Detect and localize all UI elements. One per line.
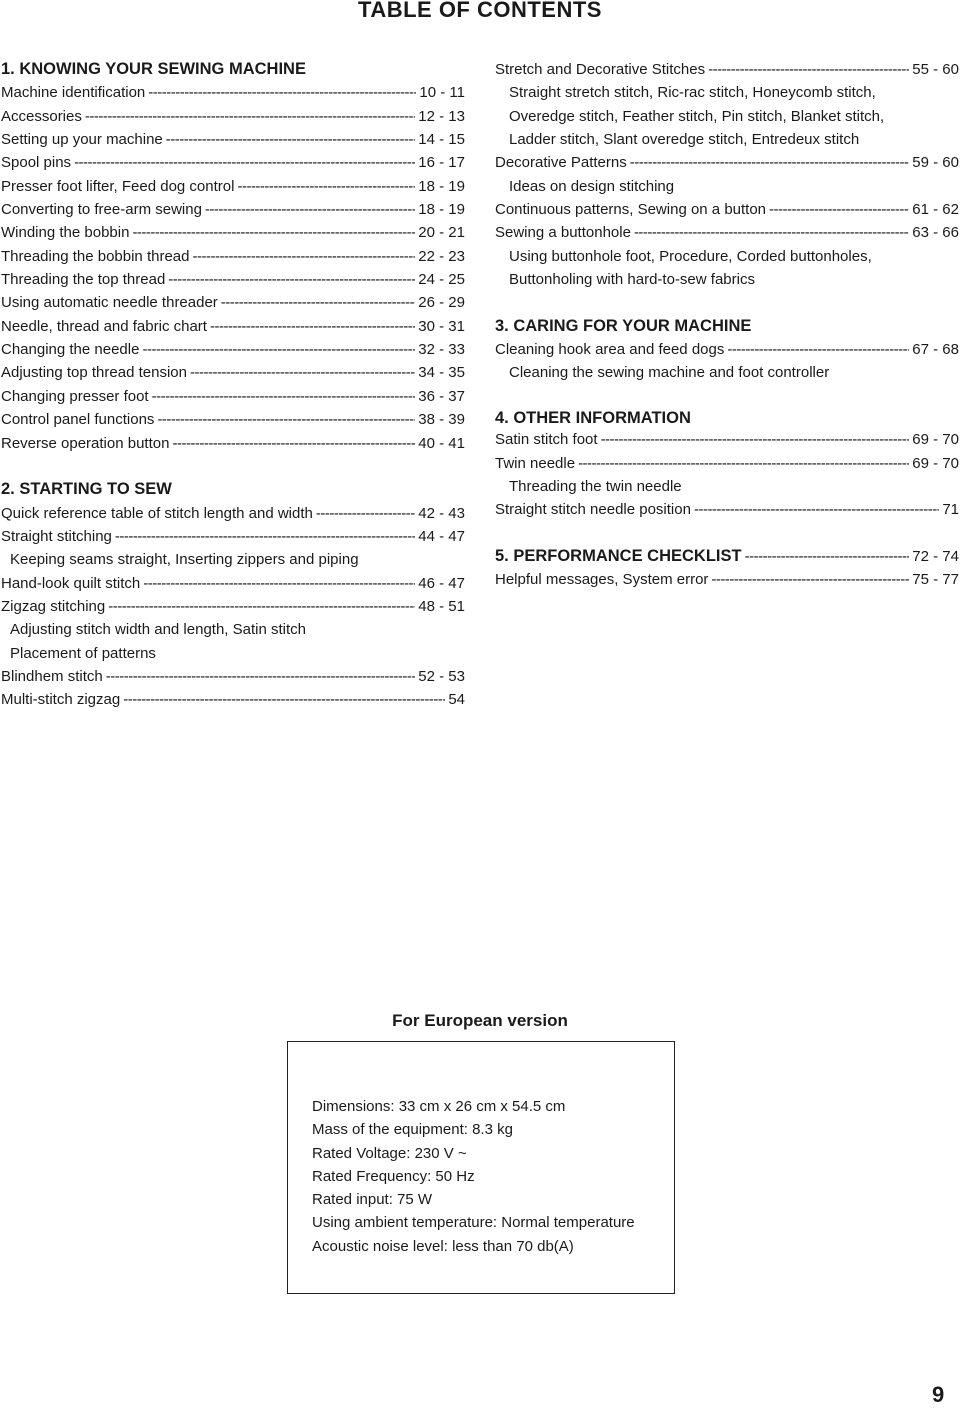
section-heading-other-info: 4. OTHER INFORMATION [495,409,691,428]
spec-input: Rated input: 75 W [312,1191,433,1209]
toc-subentry: Adjusting stitch width and length, Satin stitch [10,621,307,639]
spec-frequency: Rated Frequency: 50 Hz [312,1167,475,1185]
toc-entry[interactable]: Using automatic needle threader ----- 26 - 29 [1,291,465,314]
toc-entry[interactable]: Needle, thread and fabric chart ----- 30 - 31 [1,315,465,338]
toc-subentry: Using buttonhole foot, Procedure, Corded buttonholes, [509,247,872,265]
toc-right-column [495,58,959,592]
section-heading-starting-to-sew: 2. STARTING TO SEW [1,480,172,499]
spacer [495,385,959,408]
toc-entry[interactable]: Decorative Patterns ----- 59 - 60 [495,151,959,174]
toc-entry[interactable]: Threading the top thread ----- 24 - 25 [1,268,465,291]
toc-entry[interactable]: Converting to free-arm sewing ----- 18 - 19 [1,198,465,221]
spec-noise: Acoustic noise level: less than 70 db(A) [312,1237,574,1255]
section-heading-performance-checklist[interactable]: 5. PERFORMANCE CHECKLIST ----- 72 - 74 [495,545,959,568]
european-version-title: For European version [392,1011,568,1030]
toc-entry[interactable]: Straight stitching ----- 44 - 47 [1,525,465,548]
toc-entry[interactable]: Straight stitch needle position ----- 71 [495,498,959,521]
toc-entry[interactable]: Continuous patterns, Sewing on a button ----- 61 - 62 [495,198,959,221]
section-heading-knowing-machine: 1. KNOWING YOUR SEWING MACHINE [1,60,306,78]
toc-entry[interactable]: Helpful messages, System error ----- 75 - 77 [495,568,959,591]
toc-subentry: Threading the twin needle [509,477,682,495]
toc-entry[interactable]: Winding the bobbin ----- 20 - 21 [1,221,465,244]
spec-voltage: Rated Voltage: 230 V ~ [312,1144,467,1162]
toc-entry[interactable]: Hand-look quilt stitch ----- 46 - 47 [1,572,465,595]
toc-entry[interactable]: Machine identification ----- 10 - 11 [1,81,465,104]
spec-dimensions: Dimensions: 33 cm x 26 cm x 54.5 cm [312,1098,566,1115]
toc-entry[interactable]: Blindhem stitch ----- 52 - 53 [1,665,465,688]
spec-temperature: Using ambient temperature: Normal temperature [312,1214,635,1232]
section-heading-caring: 3. CARING FOR YOUR MACHINE [495,316,752,335]
toc-entry[interactable]: Multi-stitch zigzag ----- 54 [1,688,465,711]
toc-entry[interactable]: Presser foot lifter, Feed dog control ----- 18 - 19 [1,175,465,198]
toc-subentry: Keeping seams straight, Inserting zippers and piping [10,551,359,569]
toc-entry[interactable]: Adjusting top thread tension ----- 34 - 35 [1,361,465,384]
toc-subentry: Buttonholing with hard-to-sew fabrics [509,271,755,289]
toc-entry[interactable]: Reverse operation button ----- 40 - 41 [1,432,465,455]
spacer [495,291,959,314]
page-number: 9 [932,1382,945,1407]
toc-subentry: Straight stretch stitch, Ric-rac stitch, Honeycomb stitch, [509,84,876,102]
toc-entry[interactable]: Spool pins ----- 16 - 17 [1,151,465,174]
toc-entry[interactable]: Stretch and Decorative Stitches ----- 55 - 60 [495,58,959,81]
toc-entry[interactable]: Zigzag stitching ----- 48 - 51 [1,595,465,618]
toc-entry[interactable]: Sewing a buttonhole ----- 63 - 66 [495,221,959,244]
toc-subentry: Placement of patterns [10,644,156,662]
toc-entry[interactable]: Twin needle ----- 69 - 70 [495,452,959,475]
toc-entry[interactable]: Quick reference table of stitch length and width ----- 42 - 43 [1,502,465,525]
toc-subentry: Overedge stitch, Feather stitch, Pin stitch, Blanket stitch, [509,107,885,125]
specifications-list [312,1095,635,1258]
toc-entry[interactable]: Setting up your machine ----- 14 - 15 [1,128,465,151]
toc-entry[interactable]: Cleaning hook area and feed dogs ----- 67 - 68 [495,338,959,361]
toc-left-column [1,58,465,712]
spec-mass: Mass of the equipment: 8.3 kg [312,1121,513,1139]
toc-entry[interactable]: Changing the needle ----- 32 - 33 [1,338,465,361]
toc-subentry: Cleaning the sewing machine and foot controller [509,364,830,382]
toc-entry[interactable]: Threading the bobbin thread ----- 22 - 23 [1,245,465,268]
toc-entry[interactable]: Accessories ----- 12 - 13 [1,105,465,128]
spacer [1,455,465,478]
toc-entry[interactable]: Satin stitch foot ----- 69 - 70 [495,428,959,451]
page-title: TABLE OF CONTENTS [358,0,602,22]
toc-subentry: Ladder stitch, Slant overedge stitch, Entredeux stitch [509,131,860,149]
spacer [495,522,959,545]
toc-entry[interactable]: Changing presser foot ----- 36 - 37 [1,385,465,408]
toc-entry[interactable]: Control panel functions ----- 38 - 39 [1,408,465,431]
toc-subentry: Ideas on design stitching [509,177,675,195]
